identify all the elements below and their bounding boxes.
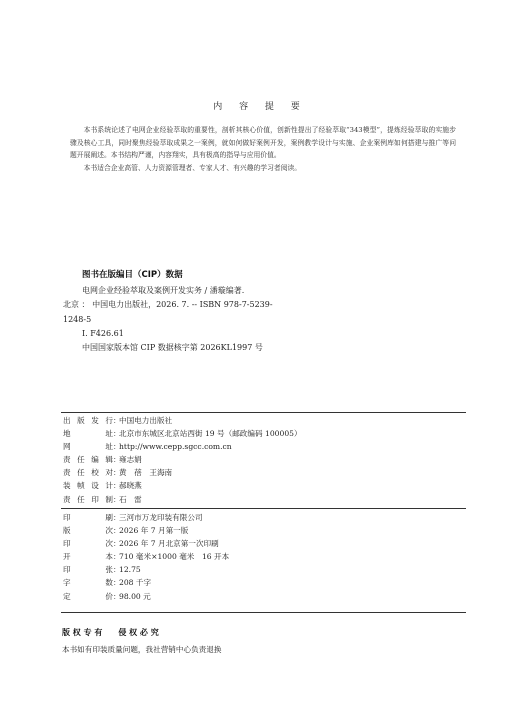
printing-label: 印次 — [63, 539, 113, 549]
cip-classification: Ⅰ. F426.61 — [82, 328, 124, 338]
copyright-title: 版 权 专 有 侵 权 必 究 — [62, 628, 159, 637]
cip-isbn-continuation: 1248-5 — [63, 314, 92, 324]
printing-row: 印张 ： 12.75 — [63, 563, 463, 576]
summary-title: 内 容 提 要 — [213, 102, 307, 112]
cip-publisher-line: 北京 ： 中国电力出版社，2026. 7. -- ISBN 978-7-5239- — [63, 300, 273, 310]
printing-row: 开本 ： 710 毫米×1000 毫米 16 开本 — [63, 550, 463, 563]
publishing-label: 网址 — [63, 442, 113, 452]
printing-label: 字数 — [63, 578, 113, 588]
printing-value: 2026 年 7 月第一版 — [119, 526, 189, 536]
publishing-row: 责任印制 ： 石 雷 — [63, 493, 463, 506]
divider-bottom — [61, 612, 466, 613]
printing-row: 印刷 ： 三河市万龙印装有限公司 — [63, 511, 463, 524]
printing-value: 98.00 元 — [119, 591, 151, 601]
printing-value: 三河市万龙印装有限公司 — [119, 513, 203, 522]
copyright-note: 本书如有印装质量问题，我社营销中心负责退换 — [62, 645, 222, 654]
printing-label: 定价 — [63, 591, 113, 601]
printing-value: 12.75 — [119, 565, 141, 575]
summary-body — [70, 124, 456, 174]
publishing-label: 出版发行 — [63, 416, 113, 425]
publishing-info — [63, 414, 463, 506]
printing-label: 印张 — [63, 565, 113, 575]
publishing-value: 雍志娟 — [119, 455, 142, 465]
summary-paragraph-1: 本书系统论述了电网企业经验萃取的重要性，剖析其核心价值，创新性提出了经验萃取“343模型”，提炼经验萃取的实施步骤及核心工具，同时聚焦经验萃取成果之一案例，就如何做好案例开发，案例教学设计与实施、企业案例库如何搭建与推广等问题开展阐述。本书结构严谨，内容翔实，具有极高的指导与应用价值。 — [70, 126, 456, 159]
printing-row: 版次 ： 2026 年 7 月第一版 — [63, 524, 463, 537]
cip-block — [63, 284, 323, 355]
publishing-value: 郝晓燕 — [119, 481, 142, 491]
printing-label: 开本 — [63, 552, 113, 562]
printing-value: 710 毫米×1000 毫米 16 开本 — [119, 552, 230, 562]
publishing-label: 装帧设计 — [63, 481, 113, 491]
cip-record-number: 中国国家版本馆 CIP 数据核字第 2026KL1997 号 — [82, 343, 263, 353]
publishing-label: 责任编辑 — [63, 455, 113, 465]
publishing-label: 责任印制 — [63, 494, 113, 504]
cip-book-title-line: 电网企业经验萃取及案例开发实务 / 潘璇编著. — [82, 286, 245, 295]
printing-value: 2026 年 7 月北京第一次印刷 — [119, 539, 219, 549]
cip-title: 图书在版编目（CIP）数据 — [82, 270, 183, 280]
publishing-label: 责任校对 — [63, 468, 113, 478]
printing-row: 字数 ： 208 千字 — [63, 576, 463, 589]
printing-row: 定价 ： 98.00 元 — [63, 590, 463, 603]
printing-value: 208 千字 — [119, 578, 152, 588]
publishing-website: http://www.cepp.sgcc.com.cn — [119, 442, 232, 452]
publishing-value: 北京市东城区北京站西街 19 号（邮政编码 100005） — [119, 429, 302, 439]
publishing-label: 地址 — [63, 429, 113, 439]
divider-middle — [61, 508, 466, 509]
publishing-value: 石 雷 — [119, 494, 142, 504]
divider-top — [61, 412, 466, 413]
publishing-value: 黄 蓓 王海南 — [119, 468, 173, 478]
printing-label: 印刷 — [63, 513, 113, 522]
printing-label: 版次 — [63, 526, 113, 536]
publishing-row: 网址 ： http://www.cepp.sgcc.com.cn — [63, 440, 463, 453]
publishing-row: 责任编辑 ： 雍志娟 — [63, 453, 463, 466]
publishing-row: 责任校对 ： 黄 蓓 王海南 — [63, 466, 463, 479]
publishing-row: 出版发行 ： 中国电力出版社 — [63, 414, 463, 427]
printing-info — [63, 511, 463, 603]
publishing-value: 中国电力出版社 — [119, 416, 173, 425]
printing-row: 印次 ： 2026 年 7 月北京第一次印刷 — [63, 537, 463, 550]
publishing-row: 地址 ： 北京市东城区北京站西街 19 号（邮政编码 100005） — [63, 427, 463, 440]
summary-paragraph-2: 本书适合企业高管、人力资源管理者、专家人才、有兴趣的学习者阅读。 — [83, 163, 302, 172]
publishing-row: 装帧设计 ： 郝晓燕 — [63, 479, 463, 492]
